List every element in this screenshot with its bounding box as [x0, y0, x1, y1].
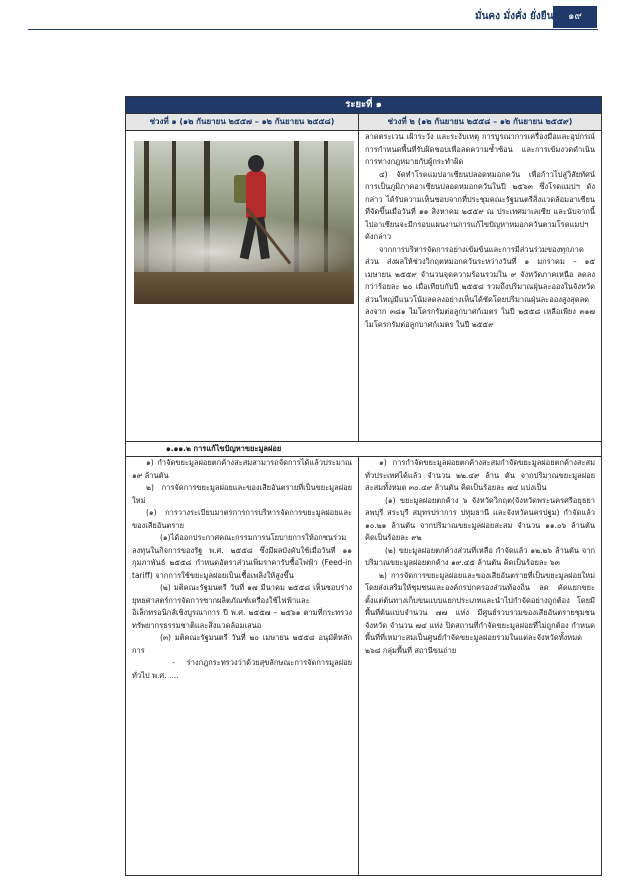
firefighter-head: [248, 155, 264, 172]
paragraph: (๑)ได้ออกประกาศคณะกรรมการนโยบายการให้อกชนร่วมลงทุนในกิจการของรัฐ พ.ศ. ๒๕๕๘ ซึ่งมีผลบังคับใช้เมื่อวันที่ ๑๑ กุมภาพันธ์ ๒๕๕๘ กำหนดอัตราส่วนเพิ่มราคารับซื้อไฟฟ้า (Feed-in tariff) จากการใช้ขยะมูลฝอยเป็นเชื้อเพลิงให้สูงขึ้น: [132, 533, 352, 580]
paragraph: (๑) การวางระเบียบมาตรการการบริหารจัดการขยะมูลฝอยและของเสียอันตราย: [132, 508, 352, 530]
header-rule: [28, 29, 598, 30]
paragraph: ๑) กำจัดขยะมูลฝอยตกค้างสะสมสามารถจัดการได้แล้วประมาณ ๑๙ ล้านตัน: [132, 458, 352, 480]
paragraph: (๒) ขยะมูลฝอยตกค้างส่วนที่เหลือ กำจัดแล้ว ๑๒.๒๖ ล้านตัน จากปริมาณขยะมูลฝอยตกค้าง ๑๙.๔๕ ล้านตัน คิดเป็นร้อยละ ๖๓: [365, 545, 596, 567]
paragraph: (๑) ขยะมูลฝอยตกค้าง ๖ จังหวัดวิกฤต(จังหวัดพระนครศรีอยุธยา ลพบุรี สระบุรี สมุทรปราการ ปทุมธานี และจังหวัดนครปฐม) กำจัดแล้ว ๑๐.๒๑ ล้านตัน จากปริมาณขยะมูลฝอยสะสม จำนวน ๑๑.๐๖ ล้านตัน คิดเป็นร้อยละ ๙๒: [365, 495, 596, 542]
forest-fire-photo: [134, 141, 354, 304]
paragraph: ๒) การจัดการขยะมูลฝอยและของเสียอันตรายที่เป็นขยะมูลฝอยใหม่ โดยส่งเสริมให้ชุมชนและองค์กรปกครองส่วนท้องถิ่น ลด คัดแยกขยะตั้งแต่ต้นทางเก็บขนแบบแยกประเภทและนำไปกำจัดอย่างถูกต้อง โดยมีพื้นที่ต้นแบบจำนวน ๗๗ แห่ง มีศูนย์รวบรวมของเสียอันตรายชุมชนจังหวัด จำนวน ๗๔ แห่ง ปิดสถานที่กำจัดขยะมูลฝอยที่ไม่ถูกต้อง กำหนดพื้นที่ที่เหมาะสมเป็นศูนย์กำจัดขยะมูลฝอยรวมในแต่ละจังหวัดทั้งหมด ๒๖๘ กลุ่มพื้นที่ สถานีขนถ่าย: [365, 570, 596, 655]
section-title-row: [126, 442, 602, 457]
paragraph: ๒) การจัดการขยะมูลฝอยและของเสียอันตรายที่เป็นขยะมูลฝอยใหม่: [132, 483, 352, 505]
col2-header: ช่วงที่ ๒ (๑๒ กันยายน ๒๕๕๘ – ๑๒ กันยายน ๒๕๕๙): [359, 114, 602, 131]
col2-top-text: [365, 131, 595, 431]
col2-top-cell: [359, 131, 602, 442]
paragraph: ๔) จัดทำโรดแมปอาเซียนปลอดหมอกควัน เพื่อก้าวไปสู่วิสัยทัศน์การเป็นภูมิภาคอาเซียนปลอดหมอกควันในปี ๒๕๖๓ ซึ่งโรดแมปฯ ดังกล่าว ได้รับความเห็นชอบจากที่ประชุมคณะรัฐมนตรีสิ่งแวดล้อมอาเซียน ที่จัดขึ้นเมื่อวันที่ ๑๑ สิงหาคม ๒๕๕๙ ณ ประเทศมาเลเซีย และนับจากนี้ไปอาเซียนจะมีกรอบแผนงานการแก้ไขปัญหาหมอกควันตามโรดแมปฯ ดังกล่าว: [365, 169, 596, 241]
paragraph: จากการบริหารจัดการอย่างเข้มข้นและการมีส่วนร่วมของทุกภาคส่วน ส่งผลให้ช่วงวิกฤตหมอกควันระหว่างวันที่ ๑ มกราคม – ๑๕ เมษายน ๒๕๕๙ จำนวนจุดความร้อนรวมใน ๙ จังหวัดภาคเหนือ ลดลงกว่าร้อยละ ๒๐ เมื่อเทียบกับปี ๒๕๕๘ รวมถึงปริมาณฝุ่นละอองในจังหวัดส่วนใหญ่มีแนวโน้มลดลงอย่างเห็นได้ชัดโดยปริมาณฝุ่นละอองสูงสุดลดลงจาก ๓๘๑ ไมโครกรัมต่อลูกบาศก์เมตร ในปี ๒๕๕๘ เหลือเพียง ๓๑๗ ไมโครกรัมต่อลูกบาศก์เมตร ในปี ๒๕๕๙: [365, 244, 596, 329]
paragraph: (๓) มติคณะรัฐมนตรี วันที่ ๒๐ เมษายน ๒๕๕๘ อนุมัติหลักการ: [132, 633, 352, 655]
paragraph: ลาดตระเวน เฝ้าระวัง และระงับเหตุ การบูรณาการเครื่องมือและอุปกรณ์ การกำหนดพื้นที่รับผิดชอบเพื่อลดความซ้ำซ้อน และการเข้มงวดดำเนินการทางกฎหมายกับผู้กระทำผิด: [365, 132, 596, 166]
col1-bottom-text: [132, 457, 352, 875]
col1-bottom-cell: [126, 457, 359, 876]
paragraph: - ร่างกฎกระทรวงว่าด้วยสุขลักษณะการจัดการมูลฝอยทั่วไป พ.ศ. ....: [132, 658, 352, 680]
col1-header: ช่วงที่ ๑ (๑๒ กันยายน ๒๕๕๗ – ๑๒ กันยายน ๒๕๕๘): [126, 114, 359, 131]
forest-ground: [134, 272, 354, 304]
col2-bottom-text: [365, 457, 595, 875]
paragraph: ๑) การกำจัดขยะมูลฝอยตกค้างสะสมกำจัดขยะมูลฝอยตกค้างสะสมทั่วประเทศได้แล้ว จำนวน ๒๒.๔๙ ล้าน ตัน จากปริมาณขยะมูลฝอยสะสมทั้งหมด ๓๐.๔๙ ล้านตัน คิดเป็นร้อยละ ๗๔ แบ่งเป็น: [365, 458, 596, 492]
phase-table: [125, 96, 602, 876]
photo-cell: [126, 131, 359, 442]
col2-bottom-cell: [359, 457, 602, 876]
header-tagline: มั่นคง มั่งคั่ง ยั่งยืน: [475, 11, 554, 22]
section-title: ๑.๑๑.๒ การแก้ไขปัญหาขยะมูลฝอย: [166, 444, 282, 453]
page-number: ๑๙: [553, 6, 597, 28]
paragraph: (๒) มติคณะรัฐมนตรี วันที่ ๑๗ มีนาคม ๒๕๕๘ เห็นชอบร่างยุทธศาสตร์การจัดการซากผลิตภัณฑ์เครื่องใช้ไฟฟ้าและอิเล็กทรอนิกส์เชิงบูรณาการ ปี พ.ศ. ๒๕๕๗ – ๒๕๖๑ ตามที่กระทรวงทรัพยากรธรรมชาติและสิ่งแวดล้อมเสนอ: [132, 583, 352, 630]
phase-banner: ระยะที่ ๑: [126, 97, 602, 114]
